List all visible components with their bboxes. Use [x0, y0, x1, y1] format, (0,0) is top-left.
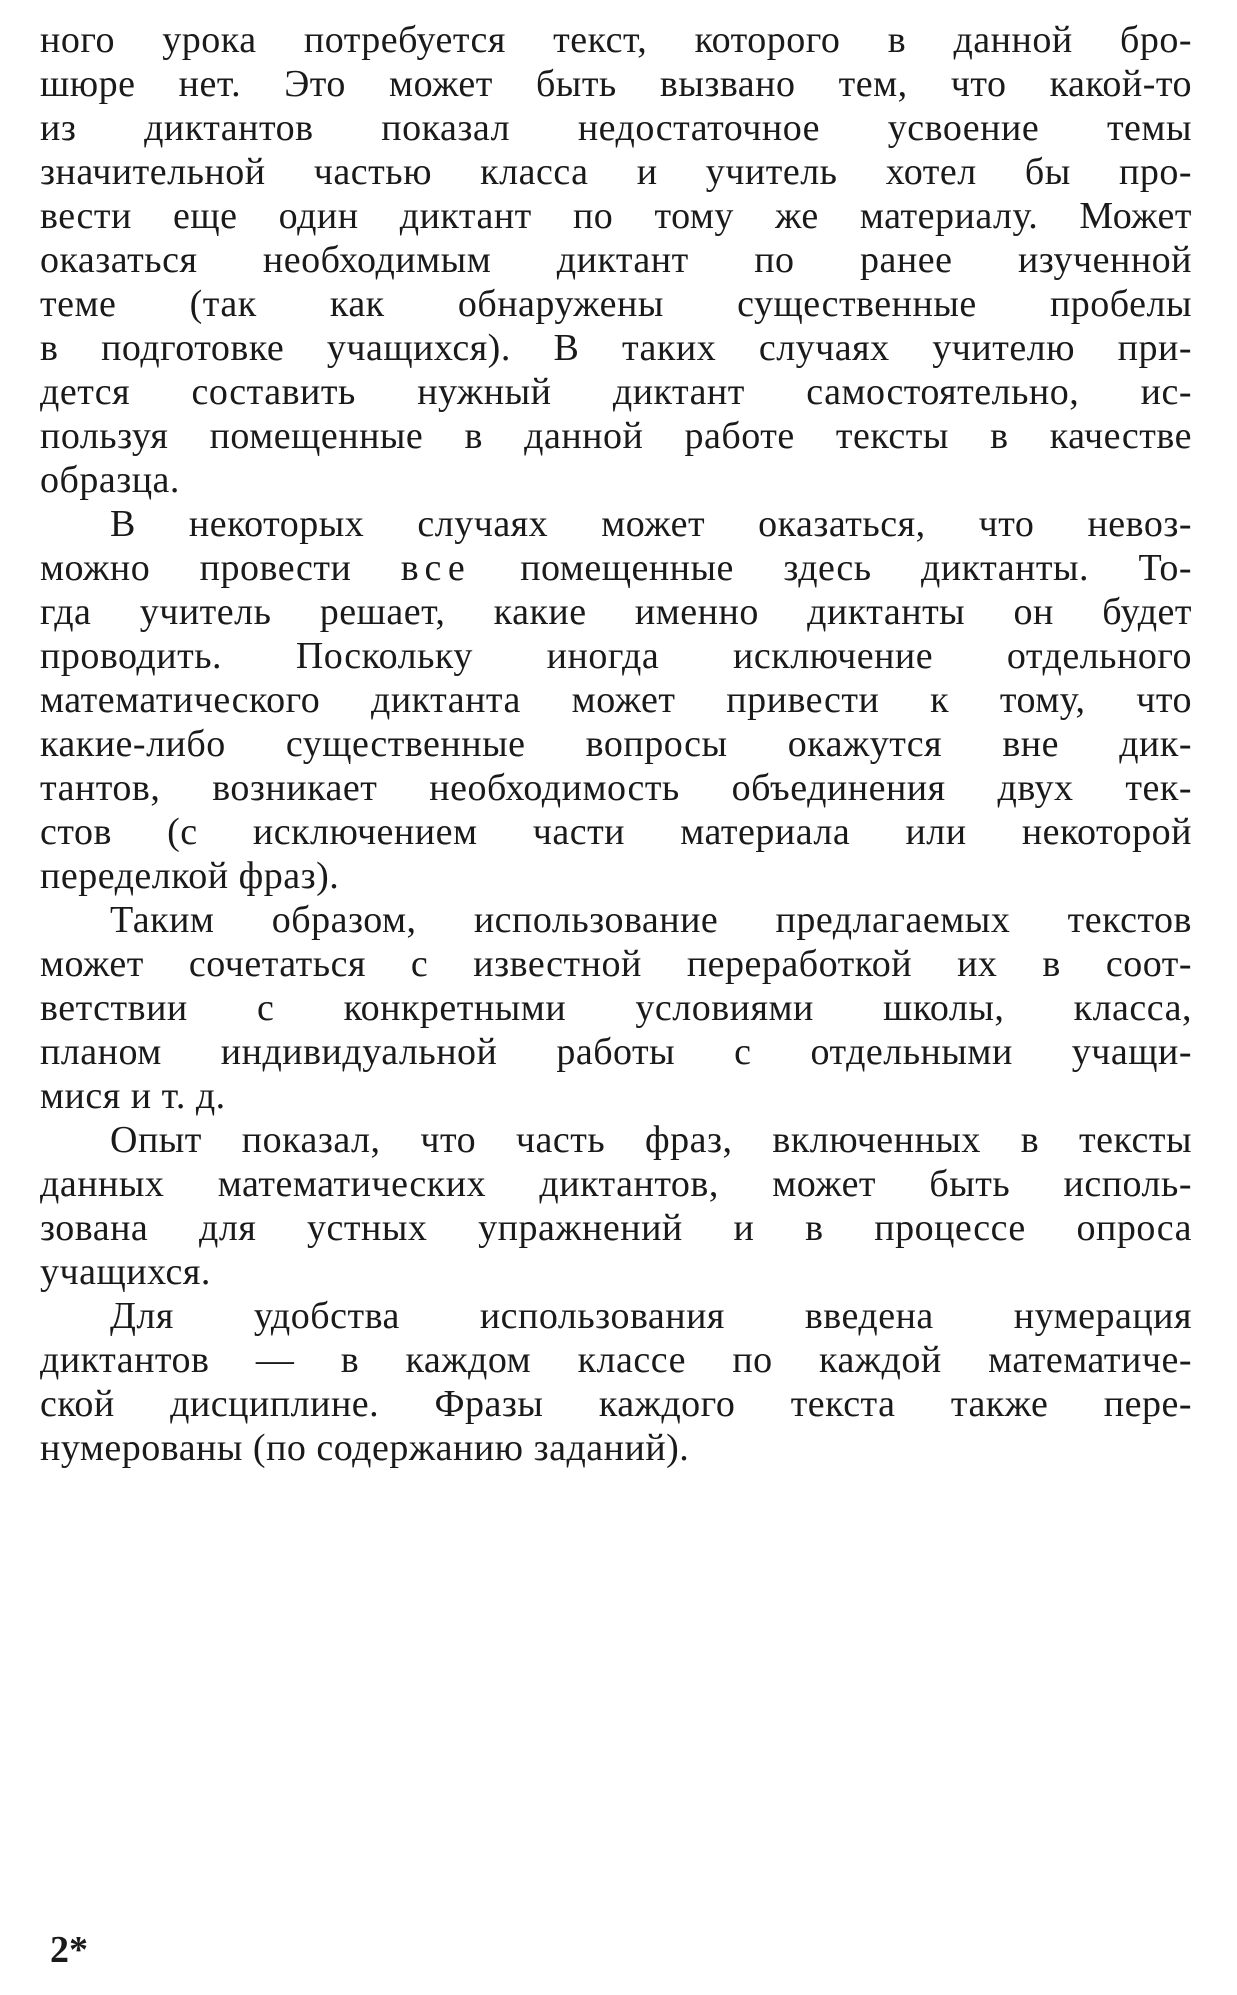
text-line: оказаться необходимым диктант по ранее изученной — [40, 239, 1192, 281]
text-line: проводить. Поскольку иногда исключение отдельного — [40, 635, 1192, 677]
text-line: планом индивидуальной работы с отдельными учащи- — [40, 1031, 1192, 1073]
text-line: вести еще один диктант по тому же материалу. Может — [40, 195, 1192, 237]
text-line: диктантов — в каждом классе по каждой математиче- — [40, 1339, 1192, 1381]
text-line: значительной частью класса и учитель хотел бы про- — [40, 151, 1192, 193]
paragraph-5 — [40, 1294, 1192, 1470]
text-segment: можно провести — [40, 547, 352, 589]
paragraph-2 — [40, 502, 1192, 898]
paragraph-4 — [40, 1118, 1192, 1294]
text-line: Таким образом, использование предлагаемых текстов — [110, 899, 1192, 941]
text-line: мися и т. д. — [40, 1075, 226, 1117]
text-line: переделкой фраз). — [40, 855, 340, 897]
text-line: учащихся. — [40, 1251, 211, 1293]
text-line: нумерованы (по содержанию заданий). — [40, 1427, 690, 1469]
text-line: может сочетаться с известной переработкой их в соот- — [40, 943, 1192, 985]
text-line: Для удобства использования введена нумерация — [110, 1295, 1192, 1337]
text-line: из диктантов показал недостаточное усвоение темы — [40, 107, 1192, 149]
text-line: Опыт показал, что часть фраз, включенных в тексты — [110, 1119, 1192, 1161]
text-line: пользуя помещенные в данной работе тексты в качестве — [40, 415, 1192, 457]
paragraph-1 — [40, 18, 1192, 502]
text-line: В некоторых случаях может оказаться, что невоз- — [110, 503, 1192, 545]
signature-mark: 2* — [50, 1929, 88, 1971]
text-line: математического диктанта может привести к тому, что — [40, 679, 1192, 721]
text-line: ного урока потребуется текст, которого в данной бро- — [40, 19, 1192, 61]
text-line: дется составить нужный диктант самостоятельно, ис- — [40, 371, 1192, 413]
body-text — [40, 18, 1192, 1470]
emphasized-word: все — [400, 547, 471, 589]
text-line: ской дисциплине. Фразы каждого текста также пере- — [40, 1383, 1192, 1425]
text-line: данных математических диктантов, может быть исполь- — [40, 1163, 1192, 1205]
text-line-with-emphasis — [40, 546, 1192, 590]
text-line: ветствии с конкретными условиями школы, класса, — [40, 987, 1192, 1029]
text-line: стов (с исключением части материала или некоторой — [40, 811, 1192, 853]
text-line: шюре нет. Это может быть вызвано тем, что какой-то — [40, 63, 1192, 105]
text-line: теме (так как обнаружены существенные пробелы — [40, 283, 1192, 325]
text-line: какие-либо существенные вопросы окажутся вне дик- — [40, 723, 1192, 765]
paragraph-3 — [40, 898, 1192, 1118]
text-segment: помещенные здесь диктанты. То- — [520, 547, 1193, 589]
text-line: зована для устных упражнений и в процессе опроса — [40, 1207, 1192, 1249]
text-line: образца. — [40, 459, 180, 501]
text-line: в подготовке учащихся). В таких случаях учителю при- — [40, 327, 1192, 369]
text-line: гда учитель решает, какие именно диктанты он будет — [40, 591, 1192, 633]
text-line: тантов, возникает необходимость объединения двух тек- — [40, 767, 1192, 809]
